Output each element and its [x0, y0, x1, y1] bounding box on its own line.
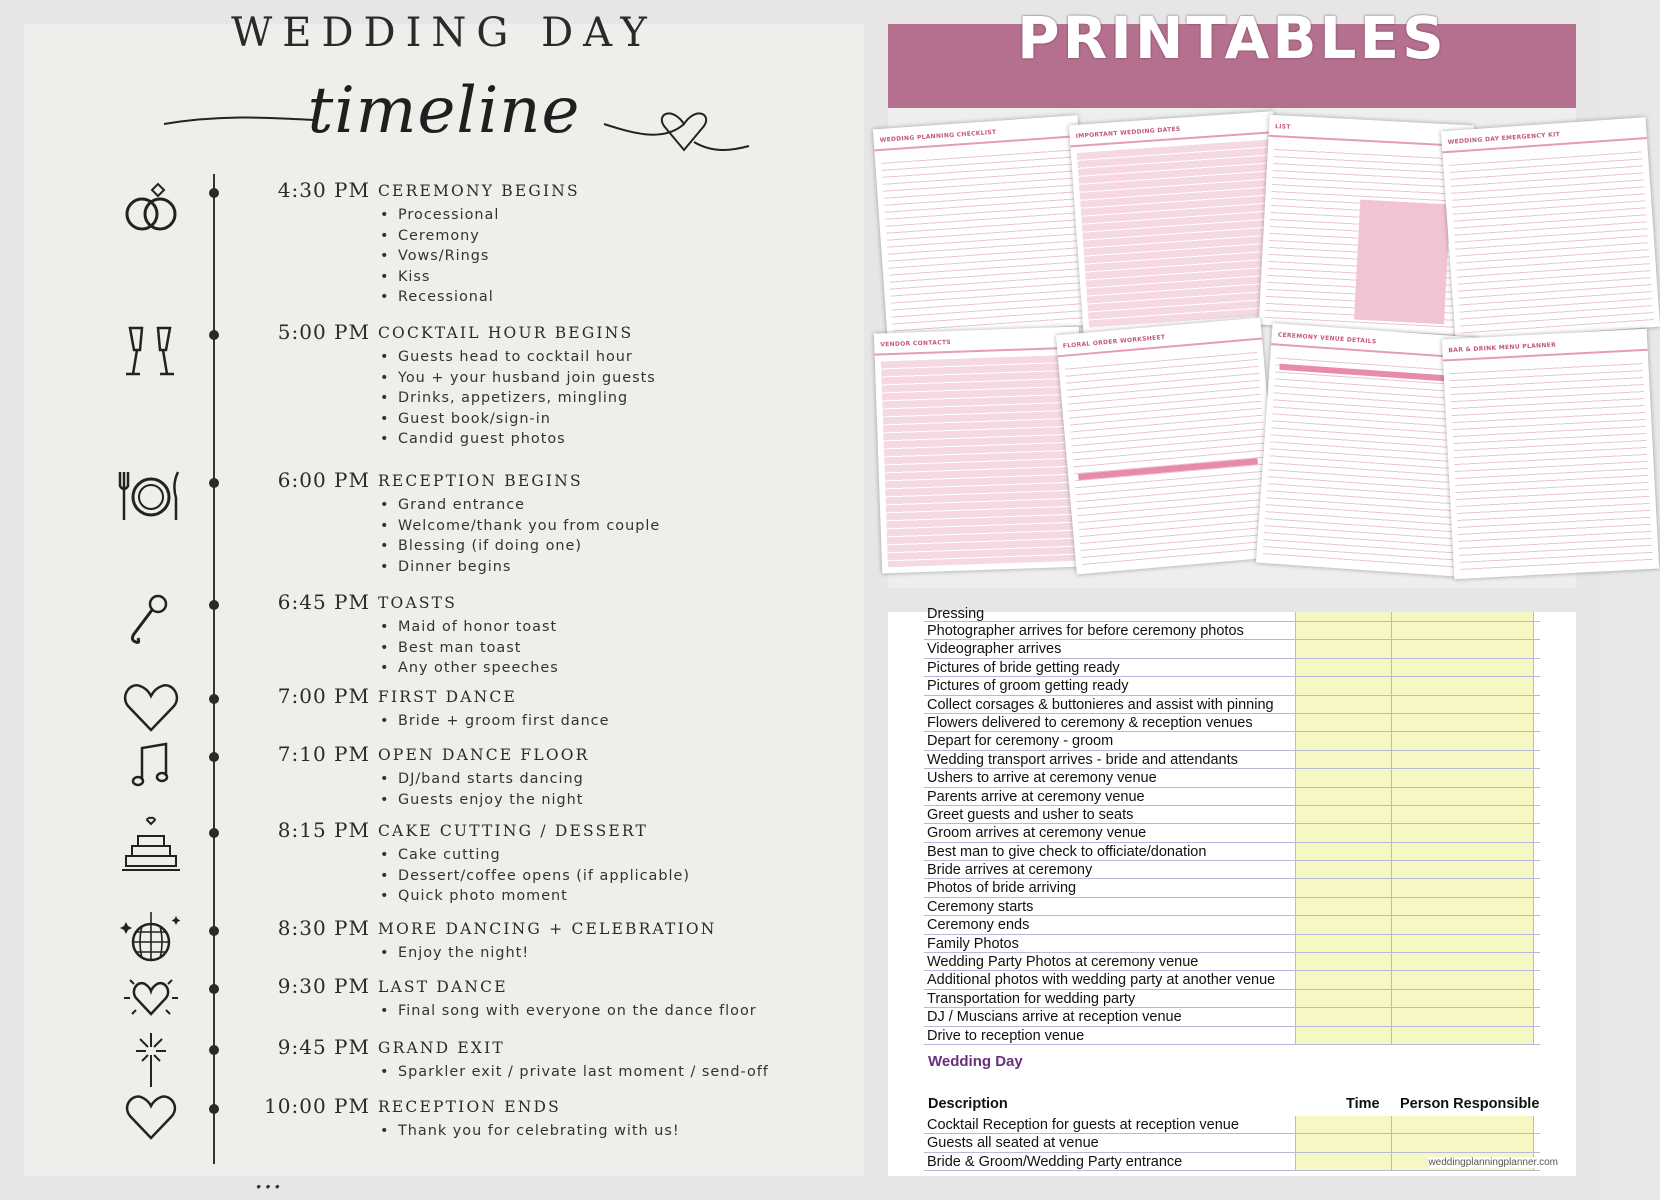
time-cell[interactable] [1296, 953, 1392, 970]
event-items [378, 617, 559, 679]
task-description: Ceremony starts [924, 898, 1296, 915]
task-description: Bride & Groom/Wedding Party entrance [924, 1153, 1296, 1170]
event-time: 7:10 PM [277, 742, 370, 766]
event-item: • Guests head to cocktail hour [378, 347, 656, 368]
table-row [924, 806, 1540, 824]
table-row [924, 659, 1540, 677]
time-cell[interactable] [1296, 788, 1392, 805]
task-description: Best man to give check to officiate/donation [924, 843, 1296, 860]
event-item: • Best man toast [378, 638, 559, 659]
music-note-icon [118, 732, 184, 798]
event-time: 6:45 PM [277, 590, 370, 614]
event-items [378, 1121, 680, 1142]
person-cell[interactable] [1392, 971, 1534, 988]
event-time: 10:00 PM [264, 1094, 370, 1118]
event-item: • Enjoy the night! [378, 943, 529, 964]
event-item: • Ceremony [378, 226, 499, 247]
event-item: • Quick photo moment [378, 886, 690, 907]
disco-ball-icon [118, 906, 184, 972]
time-cell[interactable] [1296, 1153, 1392, 1170]
task-description: Transportation for wedding party [924, 990, 1296, 1007]
person-cell[interactable] [1392, 1116, 1534, 1133]
rings-icon [118, 174, 184, 240]
event-time: 7:00 PM [277, 684, 370, 708]
event-title: LAST DANCE [378, 978, 508, 996]
event-item: • DJ/band starts dancing [378, 769, 584, 790]
printable-sheet: LIST [1259, 115, 1475, 335]
microphone-icon [118, 586, 184, 652]
task-description: Pictures of groom getting ready [924, 677, 1296, 694]
printable-sheet: BAR & DRINK MENU PLANNER [1442, 329, 1659, 579]
person-cell[interactable] [1392, 788, 1534, 805]
sparkler-icon [118, 1025, 184, 1091]
table-row [924, 751, 1540, 769]
time-cell[interactable] [1296, 898, 1392, 915]
person-cell[interactable] [1392, 659, 1534, 676]
task-table [924, 606, 1540, 1045]
person-cell[interactable] [1392, 1134, 1534, 1151]
task-description: Videographer arrives [924, 640, 1296, 657]
table-row [924, 971, 1540, 989]
event-items [378, 1062, 769, 1083]
person-cell[interactable] [1392, 751, 1534, 768]
table-row [924, 696, 1540, 714]
event-title: RECEPTION BEGINS [378, 472, 583, 490]
timeline-dot [209, 752, 219, 762]
table-row [924, 640, 1540, 658]
event-item: • Blessing (if doing one) [378, 536, 660, 557]
table-row [924, 953, 1540, 971]
event-items [378, 769, 584, 810]
event-item: • Sparkler exit / private last moment / send-off [378, 1062, 769, 1083]
event-items [378, 943, 529, 964]
person-cell[interactable] [1392, 640, 1534, 657]
time-cell[interactable] [1296, 916, 1392, 933]
event-item: • Processional [378, 205, 499, 226]
task-description: Guests all seated at venue [924, 1134, 1296, 1151]
timeline-dot [209, 330, 219, 340]
printable-sheet: WEDDING DAY EMERGENCY KIT [1441, 117, 1660, 341]
event-items [378, 495, 660, 577]
time-cell[interactable] [1296, 843, 1392, 860]
event-items [378, 347, 656, 450]
printable-sheet: FLORAL ORDER WORKSHEET [1056, 318, 1281, 575]
table-row [924, 714, 1540, 732]
table-row [924, 990, 1540, 1008]
time-cell[interactable] [1296, 1008, 1392, 1025]
task-description: Flowers delivered to ceremony & reception venues [924, 714, 1296, 731]
table-row [924, 879, 1540, 897]
time-cell[interactable] [1296, 935, 1392, 952]
time-cell[interactable] [1296, 640, 1392, 657]
event-time: 8:30 PM [277, 916, 370, 940]
printable-sheet: IMPORTANT WEDDING DATES [1069, 111, 1288, 335]
event-title: COCKTAIL HOUR BEGINS [378, 324, 634, 342]
time-cell[interactable] [1296, 1116, 1392, 1133]
person-cell[interactable] [1392, 769, 1534, 786]
event-items [378, 205, 499, 308]
event-item: • Vows/Rings [378, 246, 499, 267]
printables-panel [879, 4, 1576, 588]
event-item: • Maid of honor toast [378, 617, 559, 638]
timeline-footer-partial: … [254, 1162, 282, 1195]
task-description: Bride arrives at ceremony [924, 861, 1296, 878]
person-cell[interactable] [1392, 714, 1534, 731]
person-cell[interactable] [1392, 806, 1534, 823]
event-items [378, 1001, 757, 1022]
event-items [378, 711, 609, 732]
timeline-panel [24, 10, 864, 1195]
cake-icon [118, 814, 184, 880]
task-description: DJ / Muscians arrive at reception venue [924, 1008, 1296, 1025]
person-cell[interactable] [1392, 1008, 1534, 1025]
event-item: • Candid guest photos [378, 429, 656, 450]
event-time: 9:30 PM [277, 974, 370, 998]
table-row [924, 916, 1540, 934]
printables-sheets-area [879, 108, 1576, 588]
timeline-dot [209, 1045, 219, 1055]
event-item: • Kiss [378, 267, 499, 288]
table-row [924, 769, 1540, 787]
person-cell[interactable] [1392, 622, 1534, 639]
task-description: Depart for ceremony - groom [924, 732, 1296, 749]
event-time: 4:30 PM [277, 178, 370, 202]
task-description: Collect corsages & buttonieres and assist with pinning [924, 696, 1296, 713]
time-cell[interactable] [1296, 861, 1392, 878]
timeline-script-title: timeline [307, 74, 581, 148]
section-title: Wedding Day [928, 1053, 1023, 1070]
timeline-dot [209, 478, 219, 488]
champagne-toast-icon [118, 316, 184, 382]
task-description: Drive to reception venue [924, 1027, 1296, 1044]
heart-outline-icon [118, 1084, 184, 1150]
timeline-axis [213, 174, 215, 1164]
event-title: MORE DANCING + CELEBRATION [378, 920, 717, 938]
task-description: Cocktail Reception for guests at reception venue [924, 1116, 1296, 1133]
table-row [924, 1134, 1540, 1152]
task-description: Family Photos [924, 935, 1296, 952]
sparkle-heart-icon [118, 964, 184, 1030]
timeline-dot [209, 1104, 219, 1114]
event-item: • You + your husband join guests [378, 368, 656, 389]
person-cell[interactable] [1392, 990, 1534, 1007]
event-time: 6:00 PM [277, 468, 370, 492]
timeline-dot [209, 694, 219, 704]
watermark: weddingplanningplanner.com [1428, 1157, 1558, 1168]
task-description: Ushers to arrive at ceremony venue [924, 769, 1296, 786]
table-row [924, 898, 1540, 916]
task-description: Greet guests and usher to seats [924, 806, 1296, 823]
event-time: 8:15 PM [277, 818, 370, 842]
event-time: 9:45 PM [277, 1035, 370, 1059]
person-cell[interactable] [1392, 1027, 1534, 1044]
table-row [924, 1027, 1540, 1045]
person-cell[interactable] [1392, 916, 1534, 933]
event-item: • Cake cutting [378, 845, 690, 866]
event-title: OPEN DANCE FLOOR [378, 746, 590, 764]
timeline-dot [209, 828, 219, 838]
table-row [924, 677, 1540, 695]
time-cell[interactable] [1296, 732, 1392, 749]
person-cell[interactable] [1392, 824, 1534, 841]
time-cell[interactable] [1296, 990, 1392, 1007]
time-cell[interactable] [1296, 824, 1392, 841]
timeline-dot [209, 926, 219, 936]
event-item: • Dinner begins [378, 557, 660, 578]
table-row: Dressing [924, 612, 1540, 622]
event-title: TOASTS [378, 594, 458, 612]
time-cell[interactable] [1296, 769, 1392, 786]
table-row [924, 861, 1540, 879]
person-cell[interactable] [1392, 843, 1534, 860]
time-cell[interactable] [1296, 751, 1392, 768]
person-cell[interactable] [1392, 935, 1534, 952]
person-cell[interactable] [1392, 677, 1534, 694]
event-title: GRAND EXIT [378, 1039, 505, 1057]
printable-sheet: WEDDING PLANNING CHECKLIST [873, 115, 1092, 339]
timeline-heading: WEDDING DAY [231, 10, 657, 56]
table-row [924, 935, 1540, 953]
header-time: Time [1346, 1096, 1380, 1112]
event-item: • Bride + groom first dance [378, 711, 609, 732]
spreadsheet-panel [888, 606, 1576, 1176]
header-description: Description [928, 1096, 1008, 1112]
event-items [378, 845, 690, 907]
task-description: Additional photos with wedding party at another venue [924, 971, 1296, 988]
time-cell[interactable] [1296, 696, 1392, 713]
person-cell[interactable] [1392, 879, 1534, 896]
event-title: CAKE CUTTING / DESSERT [378, 822, 649, 840]
time-cell[interactable] [1296, 677, 1392, 694]
event-item: • Thank you for celebrating with us! [378, 1121, 680, 1142]
time-cell[interactable] [1296, 806, 1392, 823]
event-title: RECEPTION ENDS [378, 1098, 561, 1116]
heart-icon [118, 674, 184, 740]
event-item: • Dessert/coffee opens (if applicable) [378, 866, 690, 887]
event-item: • Welcome/thank you from couple [378, 516, 660, 537]
task-description: Wedding Party Photos at ceremony venue [924, 953, 1296, 970]
event-item: • Guest book/sign-in [378, 409, 656, 430]
event-title: FIRST DANCE [378, 688, 517, 706]
time-cell[interactable] [1296, 714, 1392, 731]
task-description: Photos of bride arriving [924, 879, 1296, 896]
person-cell[interactable] [1392, 732, 1534, 749]
time-cell[interactable] [1296, 1027, 1392, 1044]
event-title: CEREMONY BEGINS [378, 182, 580, 200]
event-item: • Drinks, appetizers, mingling [378, 388, 656, 409]
event-item: • Grand entrance [378, 495, 660, 516]
time-cell[interactable] [1296, 659, 1392, 676]
header-person: Person Responsible [1400, 1096, 1540, 1112]
table-row [924, 788, 1540, 806]
printables-title: PRINTABLES [1017, 4, 1447, 72]
printable-sheet: CEREMONY VENUE DETAILS [1256, 323, 1477, 577]
table-row [924, 1008, 1540, 1026]
person-cell[interactable] [1392, 953, 1534, 970]
event-item: • Recessional [378, 287, 499, 308]
event-time: 5:00 PM [277, 320, 370, 344]
event-item: • Any other speeches [378, 658, 559, 679]
task-description: Photographer arrives for before ceremony photos [924, 622, 1296, 639]
event-item: • Final song with everyone on the dance floor [378, 1001, 757, 1022]
time-cell[interactable] [1296, 1134, 1392, 1151]
timeline-dot [209, 984, 219, 994]
time-cell[interactable] [1296, 879, 1392, 896]
event-item: • Guests enjoy the night [378, 790, 584, 811]
person-cell[interactable] [1392, 696, 1534, 713]
time-cell[interactable] [1296, 622, 1392, 639]
task-description: Pictures of bride getting ready [924, 659, 1296, 676]
printable-sheet: VENDOR CONTACTS [874, 326, 1087, 573]
timeline-dot [209, 600, 219, 610]
table-row [924, 843, 1540, 861]
task-description: Ceremony ends [924, 916, 1296, 933]
timeline-dot [209, 188, 219, 198]
task-description: Groom arrives at ceremony venue [924, 824, 1296, 841]
person-cell[interactable] [1392, 861, 1534, 878]
task-description: Parents arrive at ceremony venue [924, 788, 1296, 805]
table-row [924, 732, 1540, 750]
task-description: Wedding transport arrives - bride and attendants [924, 751, 1296, 768]
table-row [924, 1116, 1540, 1134]
plate-cutlery-icon [118, 464, 184, 530]
person-cell[interactable] [1392, 898, 1534, 915]
table-row [924, 622, 1540, 640]
time-cell[interactable] [1296, 971, 1392, 988]
table-row [924, 824, 1540, 842]
